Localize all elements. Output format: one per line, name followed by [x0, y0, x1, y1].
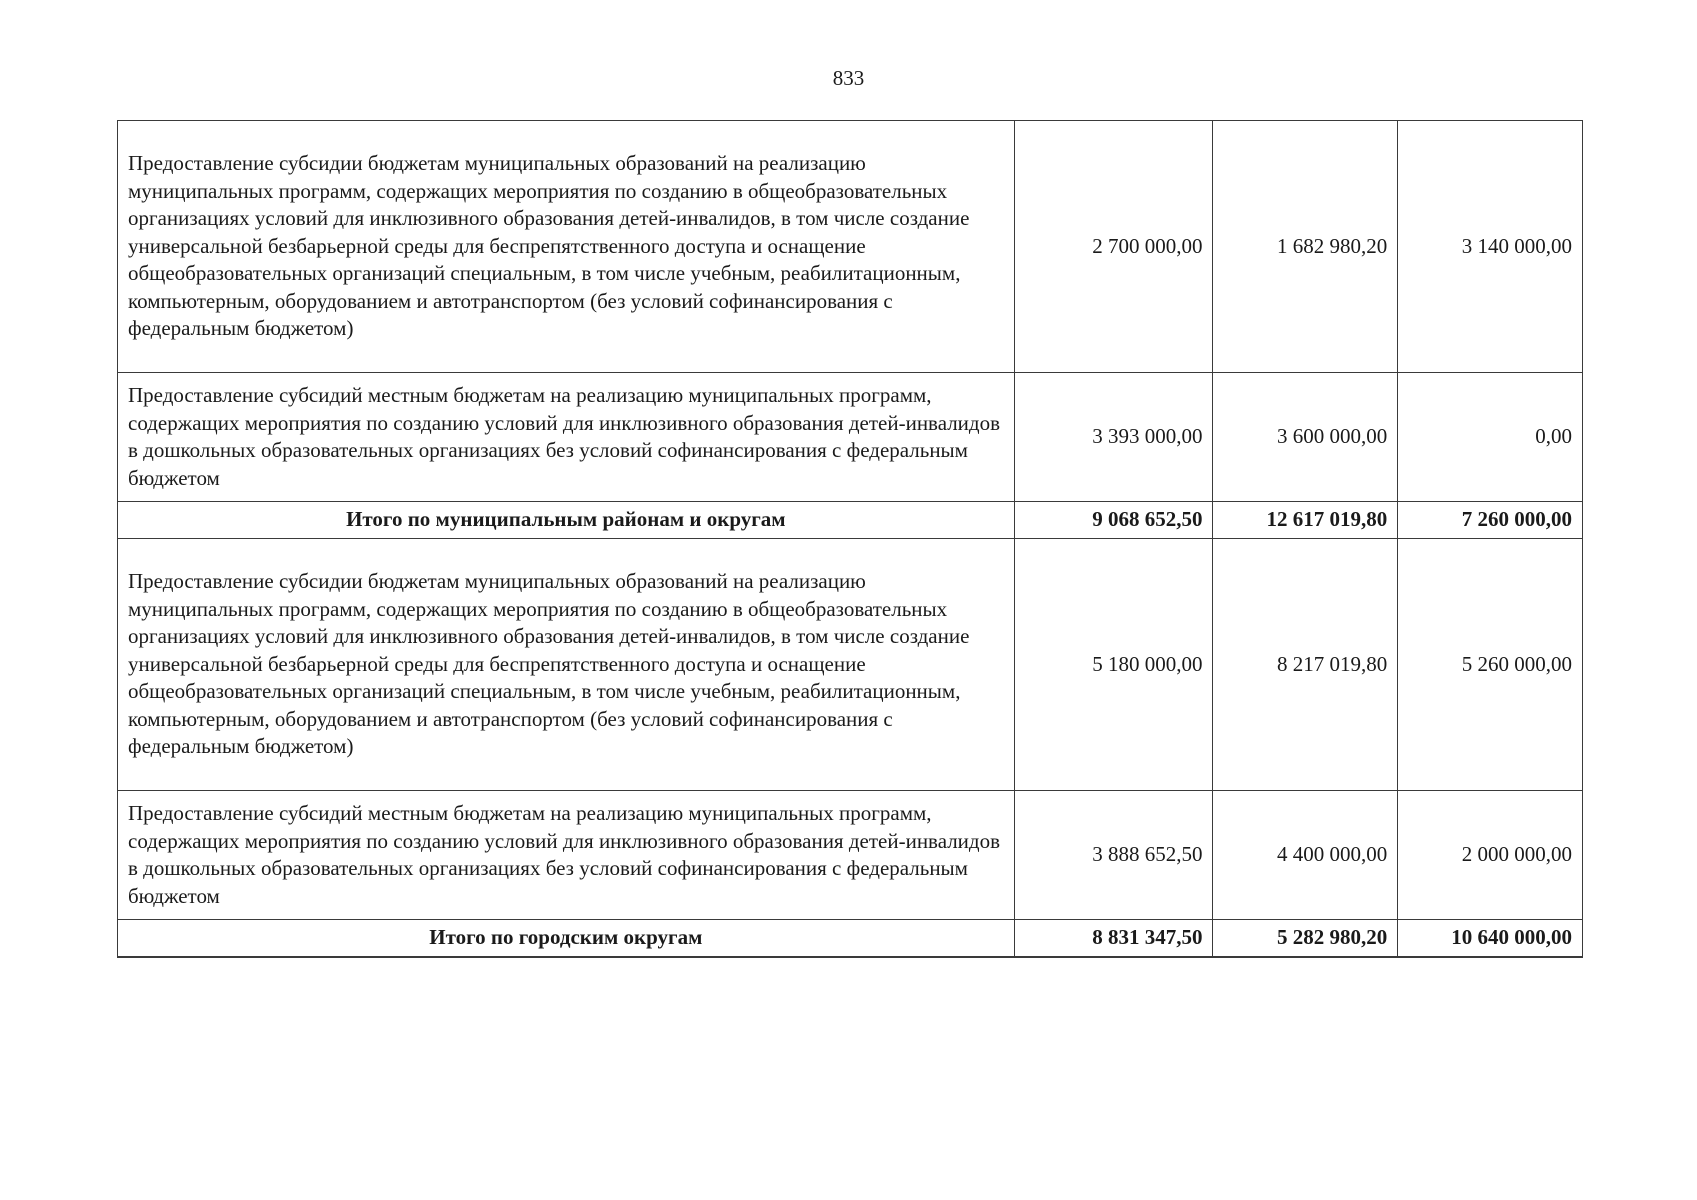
total-label: Итого по городским округам: [118, 920, 1015, 958]
value-cell-2: 4 400 000,00: [1213, 791, 1398, 920]
total-value-1: 9 068 652,50: [1014, 502, 1213, 539]
table-row: [118, 791, 1583, 920]
total-value-2: 5 282 980,20: [1213, 920, 1398, 958]
total-value-3: 7 260 000,00: [1398, 502, 1583, 539]
value-cell-3: 0,00: [1398, 373, 1583, 502]
total-value-1: 8 831 347,50: [1014, 920, 1213, 958]
total-value-2: 12 617 019,80: [1213, 502, 1398, 539]
total-label: Итого по муниципальным районам и округам: [118, 502, 1015, 539]
value-cell-1: 3 393 000,00: [1014, 373, 1213, 502]
table-row: [118, 121, 1583, 373]
row-description: Предоставление субсидий местным бюджетам на реализацию муниципальных программ, содержащих мероприятия по созданию условий для инклюзивного образования детей-инвалидов в дошкольных образовательных организациях без условий софинансирования с федеральным бюджетом: [118, 791, 1015, 920]
value-cell-2: 1 682 980,20: [1213, 121, 1398, 373]
value-cell-3: 3 140 000,00: [1398, 121, 1583, 373]
value-cell-2: 8 217 019,80: [1213, 539, 1398, 791]
total-value-3: 10 640 000,00: [1398, 920, 1583, 958]
row-description: Предоставление субсидии бюджетам муниципальных образований на реализацию муниципальных программ, содержащих мероприятия по созданию в общеобразовательных организациях условий для инклюзивного образования детей-инвалидов, в том числе создание универсальной безбарьерной среды для беспрепятственного доступа и оснащение общеобразовательных организаций специальным, в том числе учебным, реабилитационным, компьютерным, оборудованием и автотранспортом (без условий софинансирования с федеральным бюджетом): [118, 121, 1015, 373]
total-row: [118, 920, 1583, 958]
table-row: [118, 373, 1583, 502]
value-cell-3: 5 260 000,00: [1398, 539, 1583, 791]
value-cell-1: 2 700 000,00: [1014, 121, 1213, 373]
value-cell-3: 2 000 000,00: [1398, 791, 1583, 920]
value-cell-1: 5 180 000,00: [1014, 539, 1213, 791]
budget-table: [117, 120, 1583, 958]
value-cell-1: 3 888 652,50: [1014, 791, 1213, 920]
value-cell-2: 3 600 000,00: [1213, 373, 1398, 502]
page-number: 833: [832, 66, 865, 90]
total-row: [118, 502, 1583, 539]
row-description: Предоставление субсидии бюджетам муниципальных образований на реализацию муниципальных программ, содержащих мероприятия по созданию в общеобразовательных организациях условий для инклюзивного образования детей-инвалидов, в том числе создание универсальной безбарьерной среды для беспрепятственного доступа и оснащение общеобразовательных организаций специальным, в том числе учебным, реабилитационным, компьютерным, оборудованием и автотранспортом (без условий софинансирования с федеральным бюджетом): [118, 539, 1015, 791]
table-row: [118, 539, 1583, 791]
row-description: Предоставление субсидий местным бюджетам на реализацию муниципальных программ, содержащих мероприятия по созданию условий для инклюзивного образования детей-инвалидов в дошкольных образовательных организациях без условий софинансирования с федеральным бюджетом: [118, 373, 1015, 502]
